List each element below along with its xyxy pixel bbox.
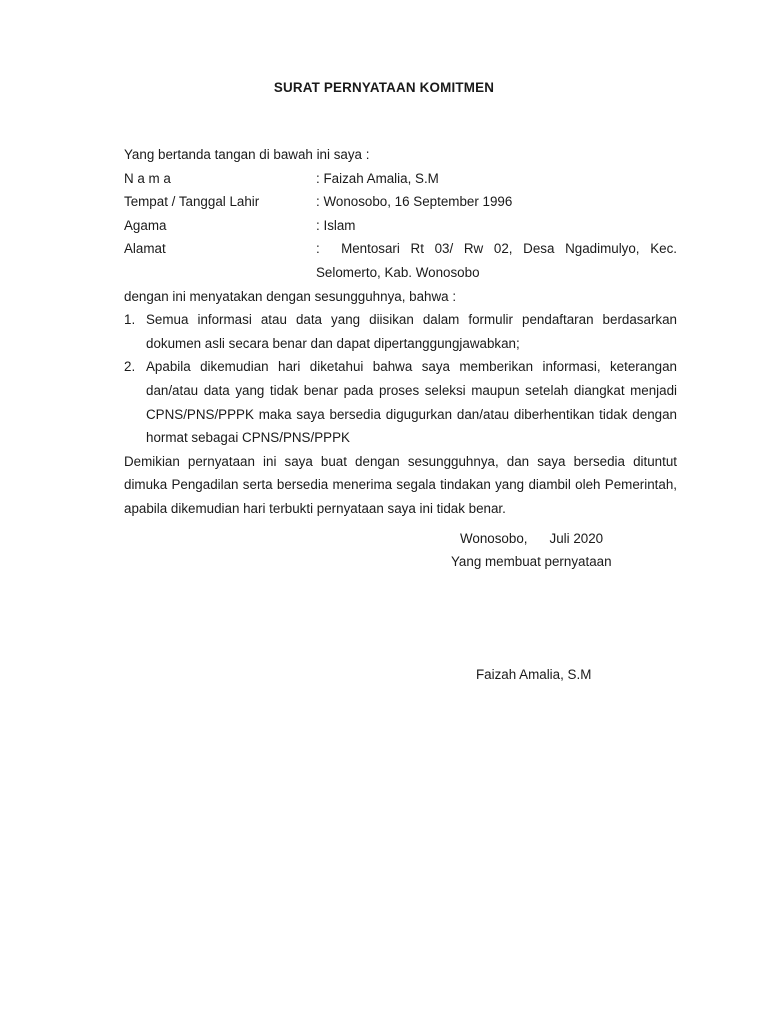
signature-role: Yang membuat pernyataan [451,554,612,569]
list-item [124,355,677,449]
field-value [316,237,677,284]
intro-text: Yang bertanda tangan di bawah ini saya : [124,147,370,162]
list-number: 1. [124,312,136,328]
statement-intro: dengan ini menyatakan dengan sesungguhnya, bahwa : [124,288,457,304]
field-label: Tempat / Tanggal Lahir [124,194,260,210]
list-text: Semua informasi atau data yang diisikan dalam formulir pendaftaran berdasarkan dokumen asli secara benar dan dapat dipertanggungjawabkan; [146,312,677,351]
signature-name: Faizah Amalia, S.M [476,667,592,682]
field-separator: : [316,170,320,186]
closing-paragraph: Demikian pernyataan ini saya buat dengan sesungguhnya, dan saya bersedia dituntut dimuka Pengadilan serta bersedia menerima segala tindakan yang diambil oleh Pemerintah, apabila dikemudian hari terbukti pernyataan saya ini tidak benar. [124,453,677,516]
signature-place-date [460,527,603,551]
field-tempat-tanggal-lahir [124,190,677,214]
field-separator: : [316,217,320,233]
list-number: 2. [124,359,136,375]
address-line-1: : Mentosari Rt 03/ Rw 02, Desa Ngadimulyo, Kec. [316,241,677,257]
field-alamat [124,237,677,284]
list-item [124,308,677,355]
field-value: Wonosobo, 16 September 1996 [323,194,513,210]
signature-place: Wonosobo, [460,531,528,546]
signature-date: Juli 2020 [549,531,604,546]
list-text: Apabila dikemudian hari diketahui bahwa saya memberikan informasi, keterangan dan/atau data yang tidak benar pada proses seleksi maupun setelah diangkat menjadi CPNS/PNS/PPPK maka saya bersedia digugurkan dan/atau diberhentikan tidak dengan hormat sebagai CPNS/PNS/PPPK [146,359,677,446]
field-nama [124,167,677,191]
field-separator: : [316,194,320,210]
field-agama [124,214,677,238]
field-label: Agama [124,217,167,233]
address-line-2: Selomerto, Kab. Wonosobo [316,264,480,280]
document-body [124,143,677,521]
field-label: N a m a [124,170,171,186]
field-label: Alamat [124,241,166,257]
document-title: SURAT PERNYATAAN KOMITMEN [273,80,495,95]
field-value: Faizah Amalia, S.M [323,170,439,186]
field-value: Islam [323,217,356,233]
